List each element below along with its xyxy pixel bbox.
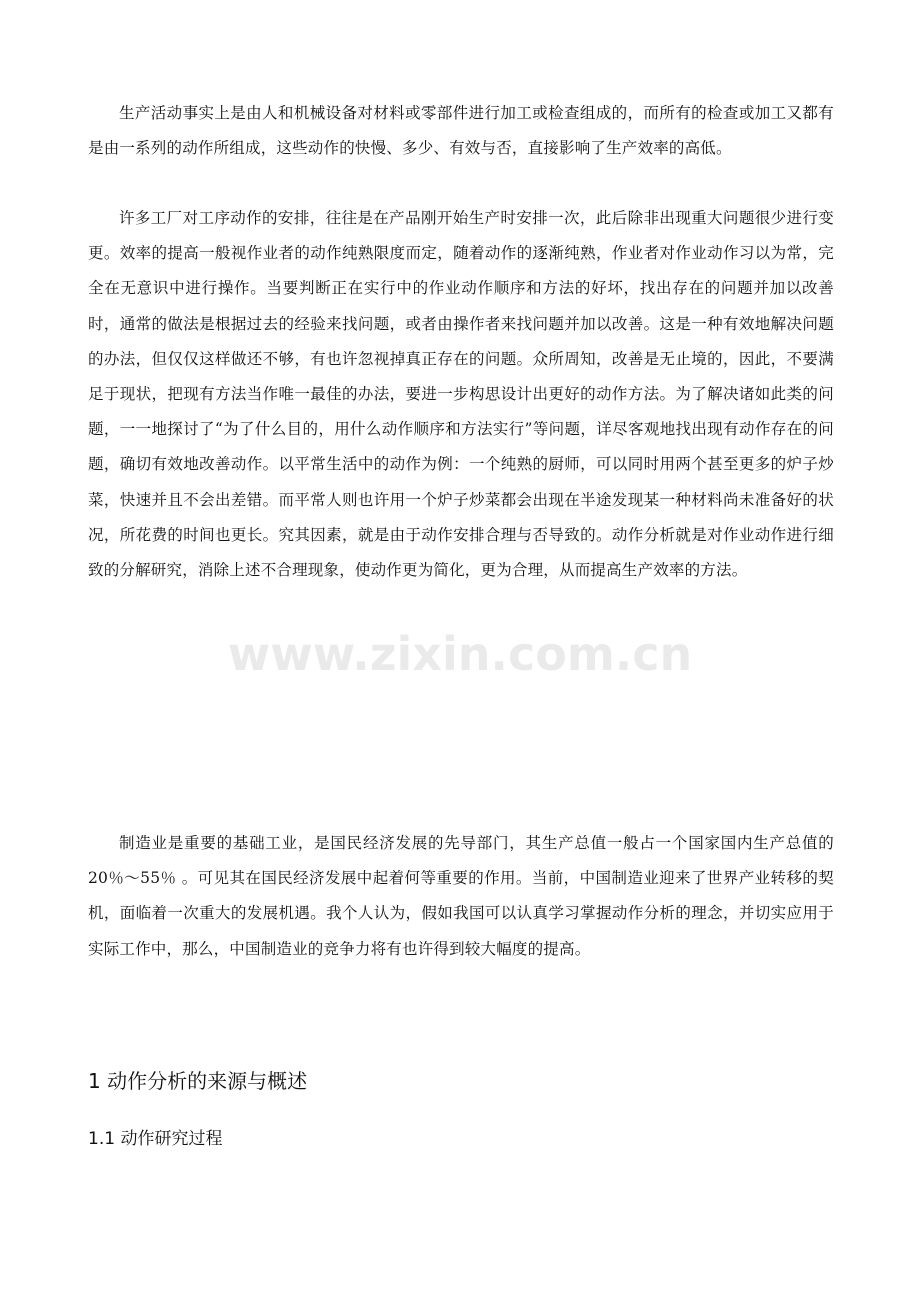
paragraph-3: 制造业是重要的基础工业，是国民经济发展的先导部门，其生产总值一般占一个国家国内生产总值的20％～55％ 。可见其在国民经济发展中起着何等重要的作用。当前，中国制造业迎来了世界产业转移的契机，面临着一次重大的发展机遇。我个人认为，假如我国可以认真学习掌握动作分析的理念，并切实应用于实际工作中，那么，中国制造业的竞争力将有也许得到较大幅度的提高。 <box>88 834 834 958</box>
paragraph-2: 许多工厂对工序动作的安排，往往是在产品刚开始生产时安排一次，此后除非出现重大问题很少进行变更。效率的提高一般视作业者的动作纯熟限度而定，随着动作的逐渐纯熟，作业者对作业动作习以为常，完全在无意识中进行操作。当要判断正在实行中的作业动作顺序和方法的好坏，找出存在的问题并加以改善时，通常的做法是根据过去的经验来找问题，或者由操作者来找问题并加以改善。这是一种有效地解决问题的办法，但仅仅这样做还不够，有也许忽视掉真正存在的问题。众所周知，改善是无止境的，因此，不要满足于现状，把现有方法当作唯一最佳的办法，要进一步构思设计出更好的动作方法。为了解决诸如此类的问题，一一地探讨了“为了什么目的，用什么动作顺序和方法实行”等问题，详尽客观地找出现有动作存在的问题，确切有效地改善动作。以平常生活中的动作为例：一个纯熟的厨师，可以同时用两个甚至更多的炉子炒菜，快速并且不会出差错。而平常人则也许用一个炉子炒菜都会出现在半途发现某一种材料尚未准备好的状况，所花费的时间也更长。究其因素，就是由于动作安排合理与否导致的。动作分析就是对作业动作进行细致的分解研究，消除上述不合理现象，使动作更为简化，更为合理，从而提高生产效率的方法。 <box>88 209 834 580</box>
section-heading: 1 动作分析的来源与概述 <box>88 1069 308 1093</box>
watermark-text: www.zixin.com.cn <box>227 627 693 681</box>
paragraph-1: 生产活动事实上是由人和机械设备对材料或零部件进行加工或检查组成的，而所有的检查或加工又都有是由一系列的动作所组成，这些动作的快慢、多少、有效与否，直接影响了生产效率的高低。 <box>88 104 834 158</box>
watermark-logo <box>227 600 693 710</box>
subsection-heading: 1.1 动作研究过程 <box>88 1129 223 1149</box>
